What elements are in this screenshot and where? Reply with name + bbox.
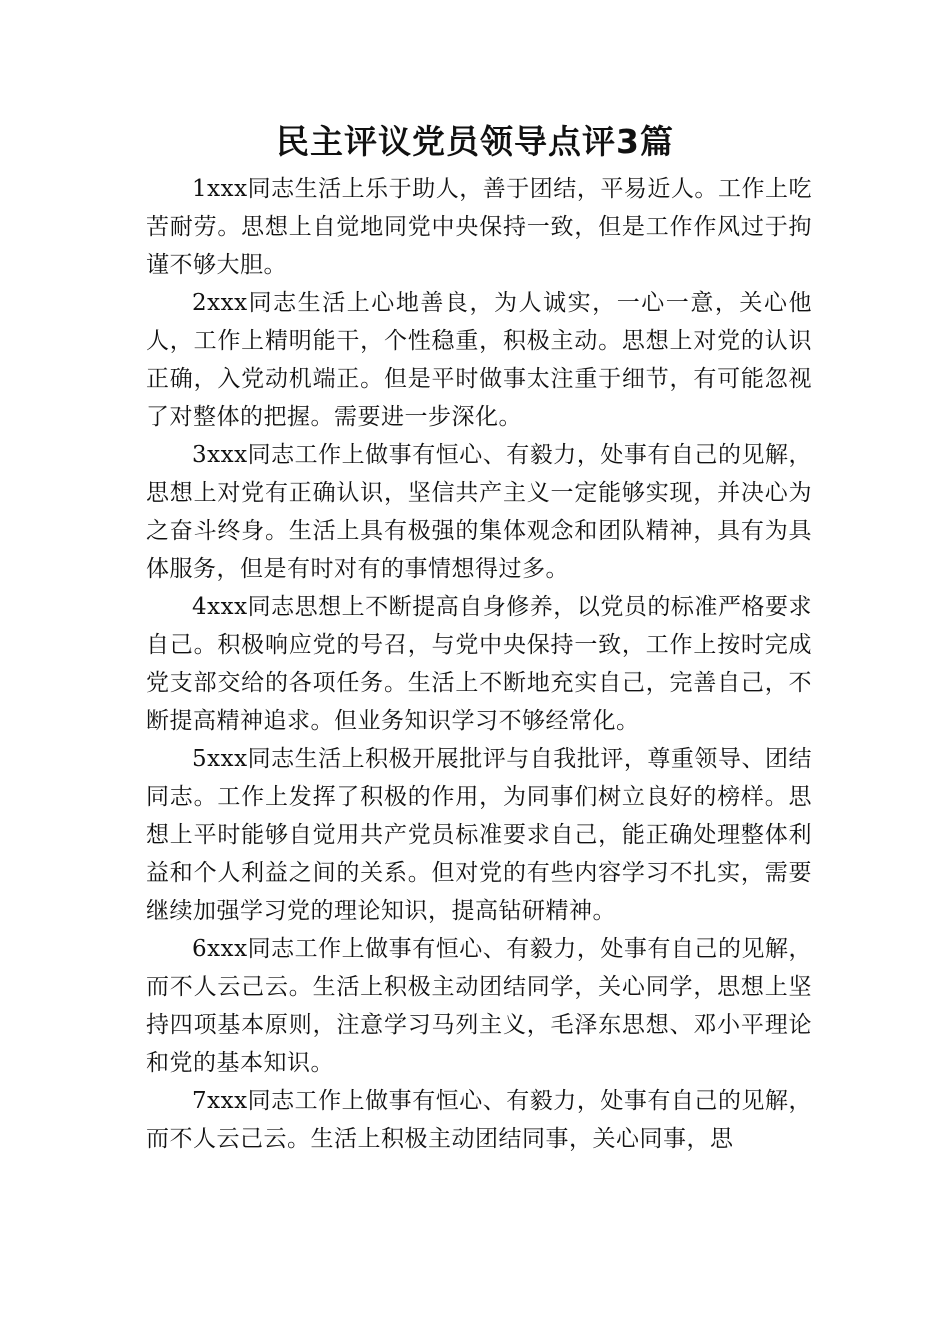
paragraph-6: 6xxx同志工作上做事有恒心、有毅力，处事有自己的见解，而不人云己云。生活上积极主动团结同学，关心同学，思想上坚持四项基本原则，注意学习马列主义，毛泽东思想、邓小平理论和党的基本知识。 <box>146 936 812 1076</box>
paragraph-2: 2xxx同志生活上心地善良，为人诚实，一心一意，关心他人，工作上精明能干，个性稳重，积极主动。思想上对党的认识正确，入党动机端正。但是平时做事太注重于细节，有可能忽视了对整体的把握。需要进一步深化。 <box>146 290 812 430</box>
paragraph-3: 3xxx同志工作上做事有恒心、有毅力，处事有自己的见解，思想上对党有正确认识，坚信共产主义一定能够实现，并决心为之奋斗终身。生活上具有极强的集体观念和团队精神，具有为具体服务，但是有时对有的事情想得过多。 <box>146 442 812 582</box>
document-body <box>146 170 812 1158</box>
document-title: 民主评议党员领导点评3篇 <box>276 122 674 161</box>
paragraph-7: 7xxx同志工作上做事有恒心、有毅力，处事有自己的见解，而不人云己云。生活上积极主动团结同事，关心同事，思 <box>146 1088 812 1152</box>
paragraph-4: 4xxx同志思想上不断提高自身修养，以党员的标准严格要求自己。积极响应党的号召，与党中央保持一致，工作上按时完成党支部交给的各项任务。生活上不断地充实自己，完善自己，不断提高精神追求。但业务知识学习不够经常化。 <box>146 594 812 734</box>
paragraph-1: 1xxx同志生活上乐于助人，善于团结，平易近人。工作上吃苦耐劳。思想上自觉地同党中央保持一致，但是工作作风过于拘谨不够大胆。 <box>146 176 812 278</box>
paragraph-5: 5xxx同志生活上积极开展批评与自我批评，尊重领导、团结同志。工作上发挥了积极的作用，为同事们树立良好的榜样。思想上平时能够自觉用共产党员标准要求自己，能正确处理整体利益和个人利益之间的关系。但对党的有些内容学习不扎实，需要继续加强学习党的理论知识，提高钻研精神。 <box>146 746 812 924</box>
